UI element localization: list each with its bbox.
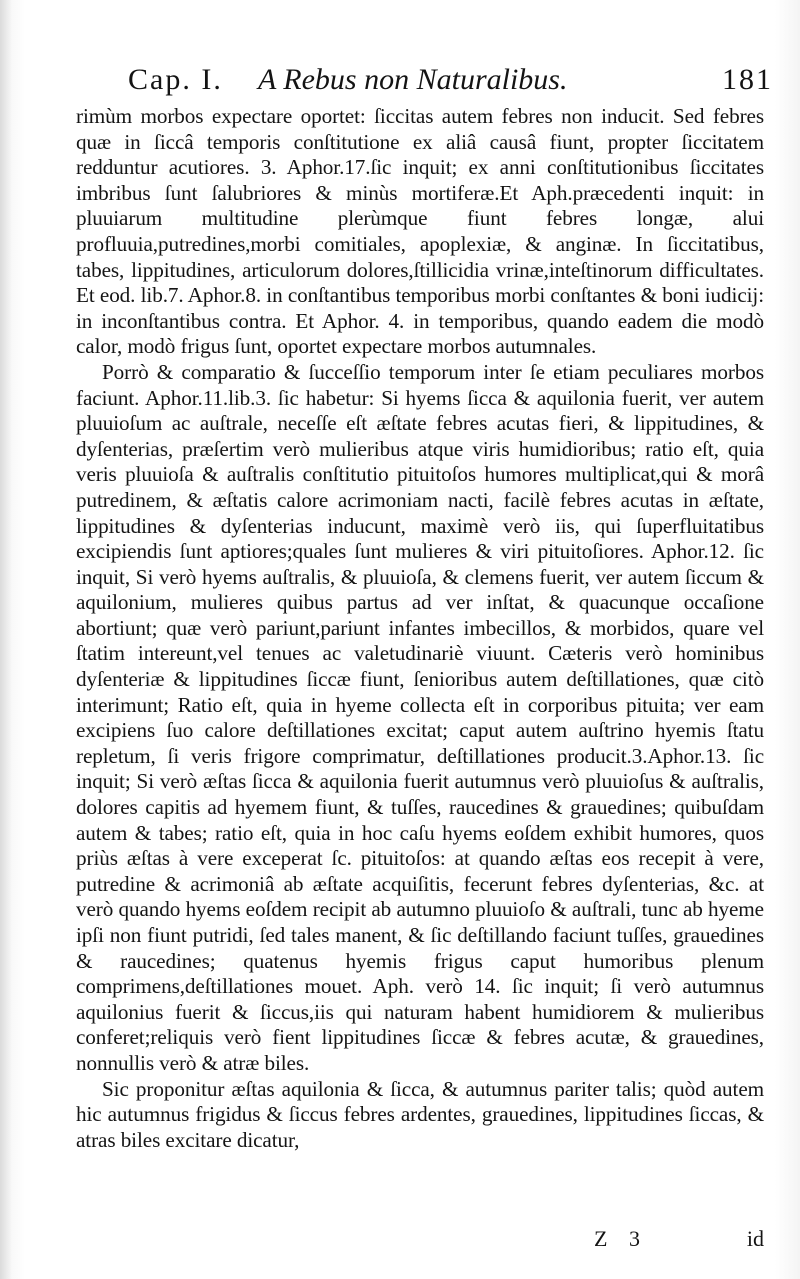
page-footer	[76, 1224, 764, 1254]
running-header	[128, 58, 773, 102]
chapter-label: Cap. I.	[128, 63, 223, 96]
paragraph-2: Porrò & comparatio & ſucceſſio temporum inter ſe etiam peculiares morbos faciunt. Aphor.11.lib.3. ſic habetur: Si hyems ſicca & aquilonia fuerit, ver autem pluuioſum ac auſtrale, neceſſe eſt æſtate febres acutas fieri, & lippitudines, & dyſenterias, præſertim verò mulieribus atque viris humidioribus; ratio eſt, quia veris pluuioſa & auſtralis conſtitutio pituitoſos humores multiplicat,qui & morâ putredinem, & æſtatis calore acrimoniam nacti, facilè febres acutas in æſtate, lippitudines & dyſenterias inducunt, maximè verò iis, qui ſuperfluitatibus excipiendis ſunt aptiores;quales ſunt mulieres & viri pituitoſiores. Aphor.12. ſic inquit, Si verò hyems auſtralis, & pluuioſa, & clemens fuerit, ver autem ſiccum & aquilonium, mulieres quibus partus ad ver inſtat, & quacunque occaſione abortiunt; quæ verò pariunt,pariunt infantes imbecillos, & morbidos, quare vel ſtatim intereunt,vel tenues ac valetudinariè viuunt. Cæteris verò hominibus dyſenteriæ & lippitudines ſiccæ fiunt, ſenioribus autem deſtillationes, quæ citò interimunt; Ratio eſt, quia in hyeme collecta eſt in corporibus pituita; ver eam excipiens ſuo calore deſtillationes excitat; caput autem auſtrino hyemis ſtatu repletum, ſi veris frigore comprimatur, deſtillationes producit.3.Aphor.13. ſic inquit; Si verò æſtas ſicca & aquilonia fuerit autumnus verò pluuioſus & auſtralis, dolores capitis ad hyemem fiunt, & tuſſes, raucedines & grauedines; quibuſdam autem & tabes; ratio eſt, quia in hoc caſu hyems eoſdem exhibit humores, quos priùs æſtas à vere exceperat ſc. pituitoſos: at quando æſtas eos recepit à vere, putredine & acrimoniâ ab æſtate acquiſitis, fecerunt febres dyſenterias, &c. at verò quando hyems eoſdem recipit ab autumno pluuioſo & auſtrali, tunc ab hyeme ipſi non fiunt putridi, ſed tales manent, & ſic deſtillando faciunt tuſſes, grauedines & raucedines; quatenus hyemis frigus caput humoribus plenum comprimens,deſtillationes mouet. Aph. verò 14. ſic inquit; ſi verò autumnus aquilonius fuerit & ſiccus,iis qui naturam habent humidiorem & mulieribus conferet;reliquis verò fient lippitudines ſiccæ & febres acutæ, & grauedines, nonnullis verò & atræ biles.	[76, 359, 764, 1075]
page-number: 181	[722, 63, 773, 96]
running-title: A Rebus non Naturalibus.	[258, 63, 568, 96]
catchword: id	[746, 1226, 764, 1251]
signature-mark: Z 3	[594, 1226, 648, 1251]
paragraph-1: rimùm morbos expectare oportet: ſiccitas autem febres non inducit. Sed febres quæ in ſiccâ temporis conſtitutione ex aliâ causâ fiunt, propter ſiccitatem redduntur acutiores. 3. Aphor.17.ſic inquit; ex anni conſtitutionibus ſiccitates imbribus ſunt ſalubriores & minùs mortiferæ.Et Aph.præcedenti inquit: in pluuiarum multitudine plerùmque fiunt febres longæ, alui profluuia,putredines,morbi comitiales, apoplexiæ, & anginæ. In ſiccitatibus, tabes, lippitudines, articulorum dolores,ſtillicidia vrinæ,inteſtinorum difficultates. Et eod. lib.7. Aphor.8. in conſtantibus temporibus morbi conſtantes & boni iudicij: in inconſtantibus contra. Et Aphor. 4. in temporibus, quando eadem die modò calor, modò frigus ſunt, oportet expectare morbos autumnales.	[76, 104, 764, 359]
page-edge-shadow	[0, 0, 12, 1279]
paragraph-3: Sic proponitur æſtas aquilonia & ſicca, & autumnus pariter talis; quòd autem hic autumnus frigidus & ſiccus febres ardentes, grauedines, lippitudines ſiccas, & atras biles excitare dicatur,	[76, 1076, 764, 1152]
body-text	[76, 104, 764, 1153]
